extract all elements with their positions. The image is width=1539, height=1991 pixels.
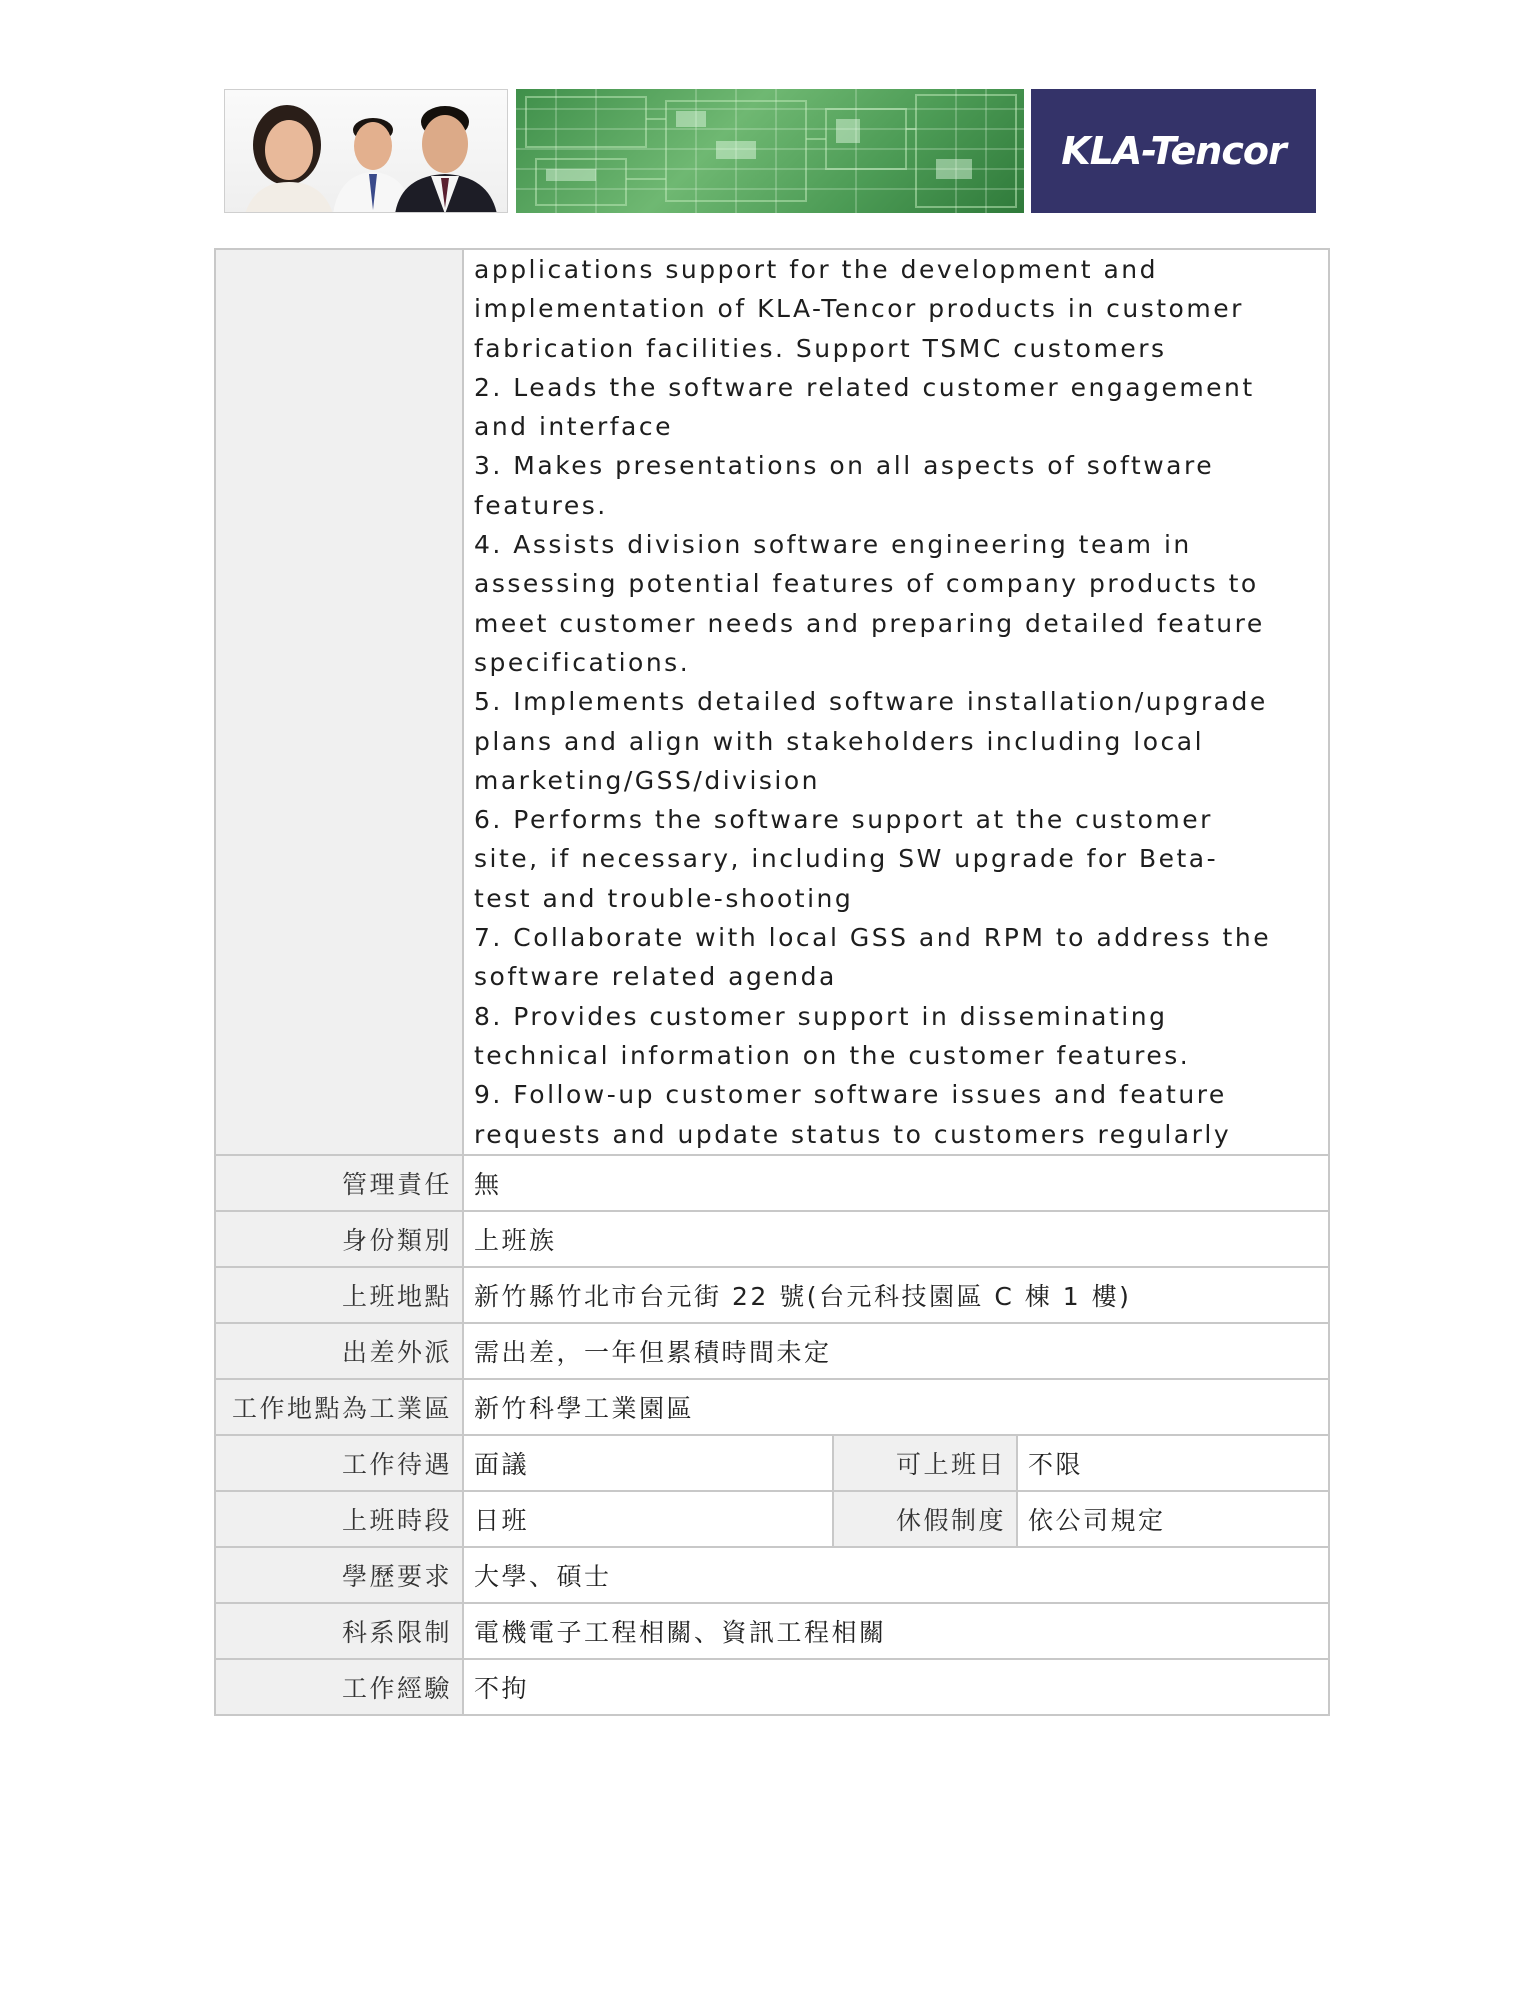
leave-label: 休假制度 (833, 1491, 1017, 1547)
description-line: plans and align with stakeholders including local (474, 726, 1205, 756)
shift-row (215, 1491, 1329, 1547)
description-line: technical information on the customer features. (474, 1040, 1191, 1070)
description-line: 5. Implements detailed software installation/upgrade (474, 687, 1268, 717)
identity-value: 上班族 (463, 1211, 1329, 1267)
location-label: 上班地點 (215, 1267, 463, 1323)
travel-row (215, 1323, 1329, 1379)
description-line: meet customer needs and preparing detailed feature (474, 608, 1265, 638)
education-row (215, 1547, 1329, 1603)
industrial-zone-row (215, 1379, 1329, 1435)
description-line: applications support for the development and (474, 255, 1158, 284)
company-logo (1031, 89, 1316, 213)
management-row (215, 1155, 1329, 1211)
description-row (215, 249, 1329, 1155)
description-line: assessing potential features of company products to (474, 569, 1259, 599)
management-label: 管理責任 (215, 1155, 463, 1211)
start-date-label: 可上班日 (833, 1435, 1017, 1491)
location-row (215, 1267, 1329, 1323)
description-line: software related agenda (474, 962, 837, 992)
job-details-table (214, 248, 1330, 1716)
experience-label: 工作經驗 (215, 1659, 463, 1715)
salary-row (215, 1435, 1329, 1491)
shift-value: 日班 (463, 1491, 833, 1547)
description-line: features. (474, 490, 608, 520)
job-description (463, 249, 1329, 1155)
description-line: 9. Follow-up customer software issues and feature (474, 1080, 1227, 1110)
identity-label: 身份類別 (215, 1211, 463, 1267)
travel-value: 需出差，一年但累積時間未定 (463, 1323, 1329, 1379)
major-label: 科系限制 (215, 1603, 463, 1659)
leave-value: 依公司規定 (1017, 1491, 1329, 1547)
description-line: specifications. (474, 647, 691, 677)
industrial-zone-label: 工作地點為工業區 (215, 1379, 463, 1435)
start-date-value: 不限 (1017, 1435, 1329, 1491)
description-line: 3. Makes presentations on all aspects of software (474, 451, 1215, 481)
description-line: marketing/GSS/division (474, 765, 821, 795)
experience-value: 不拘 (463, 1659, 1329, 1715)
description-line: test and trouble-shooting (474, 883, 854, 913)
people-photo-icon (224, 89, 508, 213)
description-line: 6. Performs the software support at the customer (474, 805, 1213, 835)
location-value: 新竹縣竹北市台元街 22 號(台元科技園區 C 棟 1 樓) (463, 1267, 1329, 1323)
salary-label: 工作待遇 (215, 1435, 463, 1491)
description-line: requests and update status to customers regularly (474, 1119, 1232, 1149)
header-banner (224, 89, 1316, 213)
description-line: 4. Assists division software engineering team in (474, 530, 1192, 560)
experience-row (215, 1659, 1329, 1715)
logo-text: KLA-Tencor (1061, 129, 1286, 173)
education-label: 學歷要求 (215, 1547, 463, 1603)
circuit-board-icon (516, 89, 1024, 213)
description-line: site, if necessary, including SW upgrade for Beta- (474, 844, 1219, 874)
description-line: fabrication facilities. Support TSMC customers (474, 333, 1167, 363)
shift-label: 上班時段 (215, 1491, 463, 1547)
description-line: and interface (474, 412, 673, 442)
travel-label: 出差外派 (215, 1323, 463, 1379)
management-value: 無 (463, 1155, 1329, 1211)
major-row (215, 1603, 1329, 1659)
salary-value: 面議 (463, 1435, 833, 1491)
major-value: 電機電子工程相關、資訊工程相關 (463, 1603, 1329, 1659)
description-line: 2. Leads the software related customer engagement (474, 372, 1255, 402)
industrial-zone-value: 新竹科學工業園區 (463, 1379, 1329, 1435)
description-line: 8. Provides customer support in disseminating (474, 1001, 1168, 1031)
description-line: 7. Collaborate with local GSS and RPM to address the (474, 923, 1272, 953)
description-line: implementation of KLA-Tencor products in customer (474, 294, 1244, 324)
identity-row (215, 1211, 1329, 1267)
education-value: 大學、碩士 (463, 1547, 1329, 1603)
description-label-cell (215, 249, 463, 1155)
